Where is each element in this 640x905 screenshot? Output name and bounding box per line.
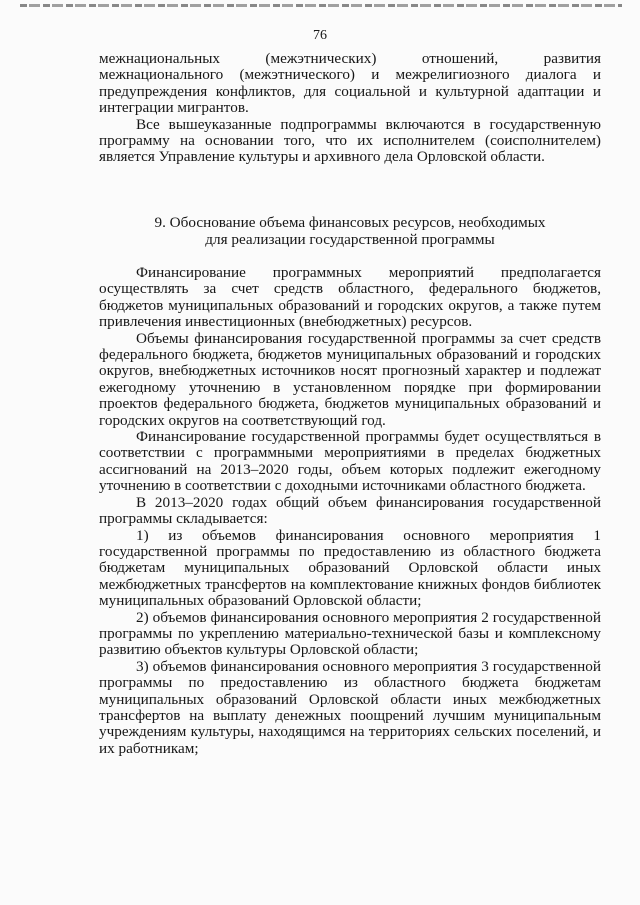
paragraph-budget-allocations: Финансирование государственной программы будет осуществляться в соответствии с программными мероприятиями в пределах бюджетных ассигнований на 2013–2020 годы, объем которых подлежит ежегодному уточнению в соответствии с доходными источниками областного бюджета. [99, 428, 601, 495]
heading-line-1: 9. Обоснование объема финансовых ресурсов, необходимых [154, 214, 546, 231]
paragraph-subprograms: Все вышеуказанные подпрограммы включаются в государственную программу на основании того, что их исполнителем (соисполнителем) является Управление культуры и архивного дела Орловской области. [99, 115, 601, 166]
paragraph-total-volume: В 2013–2020 годах общий объем финансирования государственной программы складывается: [99, 493, 601, 528]
section-financing [99, 265, 601, 757]
list-item: 1) из объемов финансирования основного мероприятия 1 государственной программы по предоставлению из областного бюджета бюджетам муниципальных образований Орловской области иных межбюджетных трансфертов на комплектование книжных фондов библиотек муниципальных образований Орловской области; [99, 526, 601, 610]
list-item: 2) объемов финансирования основного мероприятия 2 государственной программы по укреплению материально-технической базы и комплексному развитию объектов культуры Орловской области; [99, 608, 601, 659]
scan-artifact [20, 4, 622, 7]
list-item: 3) объемов финансирования основного мероприятия 3 государственной программы по предоставлению из областного бюджета бюджетам муниципальных образований Орловской области иных межбюджетных трансфертов на выплату денежных поощрений лучшим муниципальным учреждениям культуры, находящимся на территориях сельских поселений, и их работникам; [99, 657, 601, 757]
paragraph-continuation: межнациональных (межэтнических) отношений, развития межнационального (межэтнического) и межрелигиозного диалога и предупреждения конфликтов, для социальной и культурной адаптации и интеграции мигрантов. [99, 50, 601, 117]
page-number: 76 [313, 28, 327, 43]
section-intro [99, 51, 601, 166]
section-heading [99, 214, 601, 248]
paragraph-financing-sources: Финансирование программных мероприятий предполагается осуществлять за счет средств областного, федерального бюджетов, бюджетов муниципальных образований и городских округов, а также путем привлечения инвестиционных (внебюджетных) ресурсов. [99, 264, 601, 331]
heading-line-2: для реализации государственной программы [205, 231, 495, 248]
paragraph-forecast: Объемы финансирования государственной программы за счет средств федерального бюджета, бюджетов муниципальных образований и городских округов, внебюджетных источников носят прогнозный характер и подлежат ежегодному уточнению в установленном порядке при формировании проектов федерального бюджета, бюджетов муниципальных образований и городских округов на соответствующий год. [99, 329, 601, 429]
